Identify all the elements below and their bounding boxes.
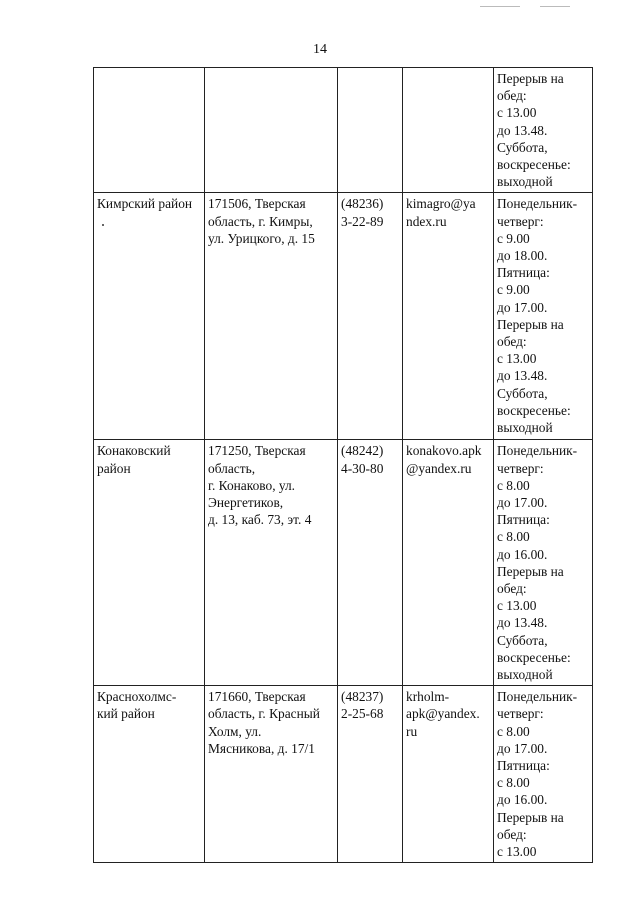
hours-line: Перерыв на — [497, 563, 564, 579]
hours-line: с 8.00 — [497, 529, 530, 545]
table-row — [94, 193, 593, 440]
hours-line: с 8.00 — [497, 775, 530, 791]
hours-line: до 18.00. — [497, 248, 548, 264]
address-line: область, г. Красный — [208, 706, 320, 722]
offices-table — [93, 67, 593, 863]
hours-line: воскресенье: — [497, 402, 571, 418]
hours-line: с 9.00 — [497, 230, 530, 246]
hours-line: с 13.00 — [497, 598, 537, 614]
hours-line: до 13.48. — [497, 122, 548, 138]
hours-line: Пятница: — [497, 512, 550, 528]
scan-artifact — [540, 6, 570, 7]
phone-line: 3-22-89 — [341, 213, 384, 229]
hours-line: Понедельник- — [497, 443, 578, 459]
hours-line: с 9.00 — [497, 282, 530, 298]
hours-line: четверг: — [497, 460, 544, 476]
cell-hours — [494, 68, 593, 193]
table-row — [94, 440, 593, 686]
hours-line: с 8.00 — [497, 723, 530, 739]
cell-district — [94, 440, 205, 686]
phone-line: 4-30-80 — [341, 460, 384, 476]
hours-line: Понедельник- — [497, 689, 578, 705]
hours-line: до 17.00. — [497, 740, 548, 756]
cell-address — [205, 68, 338, 193]
hours-line: обед: — [497, 88, 527, 104]
hours-line: с 13.00 — [497, 351, 537, 367]
hours-line: до 16.00. — [497, 546, 548, 562]
hours-line: воскресенье: — [497, 649, 571, 665]
cell-phone — [338, 193, 403, 440]
hours-line: Понедельник- — [497, 196, 578, 212]
address-line: 171250, Тверская — [208, 443, 306, 459]
cell-phone — [338, 440, 403, 686]
address-line: Холм, ул. — [208, 723, 262, 739]
hours-line: до 17.00. — [497, 495, 548, 511]
cell-address — [205, 440, 338, 686]
hours-line: выходной — [497, 667, 553, 683]
email-line: apk@yandex. — [406, 706, 480, 722]
hours-line: с 13.00 — [497, 105, 537, 121]
hours-line: до 13.48. — [497, 368, 548, 384]
address-line: область, — [208, 460, 256, 476]
cell-district — [94, 193, 205, 440]
address-line: д. 13, каб. 73, эт. 4 — [208, 512, 312, 528]
hours-line: с 8.00 — [497, 477, 530, 493]
hours-line: Пятница: — [497, 758, 550, 774]
address-line: 171506, Тверская — [208, 196, 306, 212]
email-line: @yandex.ru — [406, 460, 472, 476]
hours-line: до 17.00. — [497, 299, 548, 315]
cell-address — [205, 193, 338, 440]
phone-line: (48242) — [341, 443, 384, 459]
email-line: ndex.ru — [406, 213, 447, 229]
cell-hours — [494, 440, 593, 686]
hours-line: воскресенье: — [497, 157, 571, 173]
cell-district — [94, 68, 205, 193]
email-line: konakovo.apk — [406, 443, 482, 459]
table-row — [94, 68, 593, 193]
hours-line: до 13.48. — [497, 615, 548, 631]
email-line: ru — [406, 723, 418, 739]
cell-hours — [494, 686, 593, 863]
email-line: krholm- — [406, 689, 450, 705]
address-line: Мясникова, д. 17/1 — [208, 740, 315, 756]
hours-line: выходной — [497, 420, 553, 436]
district-line: Кимрский район — [97, 196, 193, 212]
address-line: ул. Урицкого, д. 15 — [208, 230, 315, 246]
address-line: г. Конаково, ул. — [208, 477, 296, 493]
district-line: Краснохолмс- — [97, 689, 177, 705]
email-line: kimagro@ya — [406, 196, 476, 212]
phone-line: (48237) — [341, 689, 384, 705]
address-line: 171660, Тверская — [208, 689, 306, 705]
hours-line: обед: — [497, 826, 527, 842]
cell-hours — [494, 193, 593, 440]
hours-line: Суббота, — [497, 139, 548, 155]
scan-dot — [102, 224, 104, 226]
page-number: 14 — [313, 42, 327, 57]
cell-email — [403, 686, 494, 863]
scan-artifact — [480, 6, 520, 7]
cell-email — [403, 193, 494, 440]
cell-district — [94, 686, 205, 863]
phone-line: (48236) — [341, 196, 384, 212]
cell-phone — [338, 686, 403, 863]
cell-email — [403, 440, 494, 686]
hours-line: четверг: — [497, 706, 544, 722]
phone-line: 2-25-68 — [341, 706, 384, 722]
hours-line: Суббота, — [497, 632, 548, 648]
hours-line: Суббота, — [497, 385, 548, 401]
hours-line: Перерыв на — [497, 316, 564, 332]
hours-line: с 13.00 — [497, 844, 537, 860]
address-line: Энергетиков, — [208, 495, 284, 511]
hours-line: обед: — [497, 334, 527, 350]
address-line: область, г. Кимры, — [208, 213, 313, 229]
hours-line: обед: — [497, 581, 527, 597]
hours-line: Пятница: — [497, 265, 550, 281]
cell-address — [205, 686, 338, 863]
table-row — [94, 686, 593, 863]
district-line: кий район — [97, 706, 155, 722]
cell-email — [403, 68, 494, 193]
hours-line: Перерыв на — [497, 809, 564, 825]
hours-line: выходной — [497, 174, 553, 190]
hours-line: четверг: — [497, 213, 544, 229]
hours-line: до 16.00. — [497, 792, 548, 808]
district-line: район — [97, 460, 131, 476]
hours-line: Перерыв на — [497, 71, 564, 86]
cell-phone — [338, 68, 403, 193]
district-line: Конаковский — [97, 443, 171, 459]
